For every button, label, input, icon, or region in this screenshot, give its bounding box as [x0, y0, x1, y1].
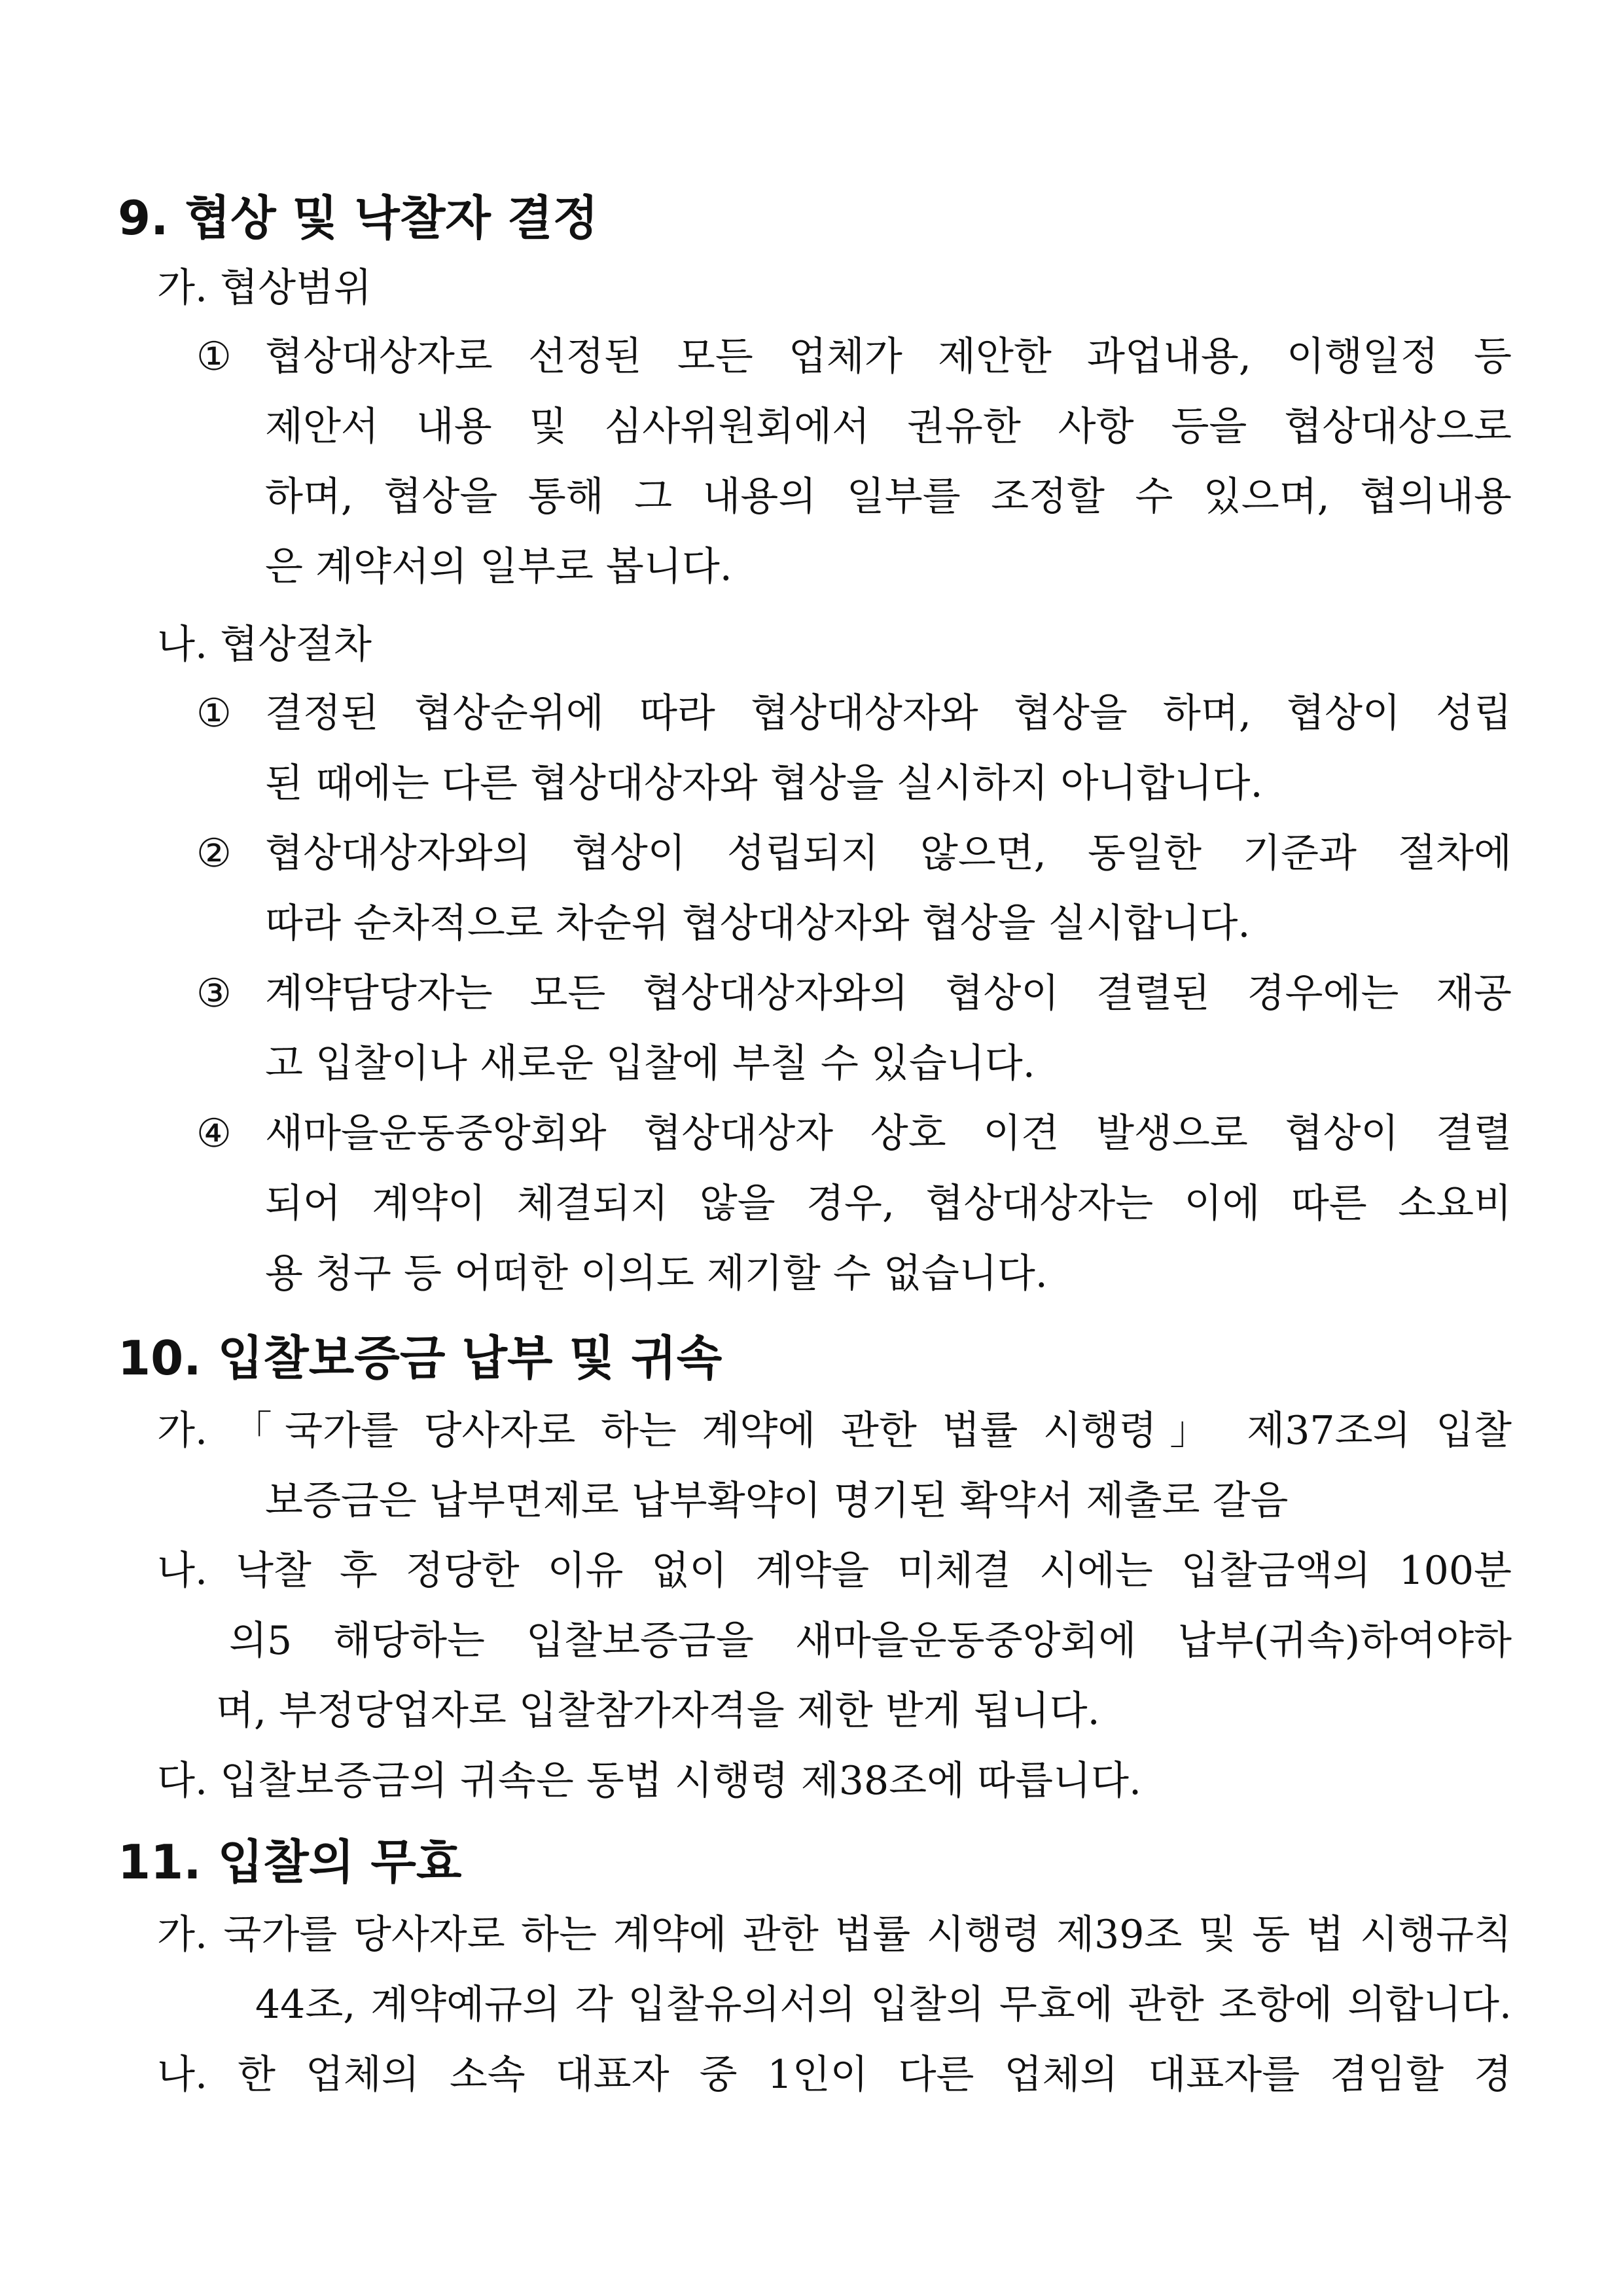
section-heading-11: 11. 입찰의 무효 — [118, 1835, 462, 1890]
paragraph-line: 고 입찰이나 새로운 입찰에 부칠 수 있습니다. — [265, 1041, 1035, 1086]
paragraph-line: 제안서 내용 및 심사위원회에서 권유한 사항 등을 협상대상으로 — [265, 404, 1512, 450]
paragraph-line: 결정된 협상순위에 따라 협상대상자와 협상을 하며, 협상이 성립 — [265, 691, 1512, 736]
paragraph-line: 협상대상자와의 협상이 성립되지 않으면, 동일한 기준과 절차에 — [265, 831, 1512, 876]
paragraph-line: 은 계약서의 일부로 봅니다. — [265, 544, 732, 590]
paragraph-line: 된 때에는 다른 협상대상자와 협상을 실시하지 아니합니다. — [265, 761, 1263, 806]
paragraph-line: 다. 입찰보증금의 귀속은 동법 시행령 제38조에 따릅니다. — [157, 1758, 1142, 1804]
paragraph-line: 의5 해당하는 입찰보증금을 새마을운동중앙회에 납부(귀속)하여야하 — [229, 1618, 1512, 1664]
subsection-title: 가. 협상범위 — [157, 265, 372, 311]
section-heading-9: 9. 협상 및 낙찰자 결정 — [118, 190, 599, 245]
paragraph-line: 새마을운동중앙회와 협상대상자 상호 이견 발생으로 협상이 결렬 — [265, 1111, 1512, 1157]
list-marker: ① — [196, 691, 232, 736]
paragraph-line: 되어 계약이 체결되지 않을 경우, 협상대상자는 이에 따른 소요비 — [265, 1181, 1512, 1227]
paragraph-line: 가. 「국가를 당사자로 하는 계약에 관한 법률 시행령」 제37조의 입찰 — [157, 1408, 1512, 1454]
paragraph-line: 보증금은 납부면제로 납부확약이 명기된 확약서 제출로 갈음 — [265, 1478, 1289, 1524]
paragraph-line: 44조, 계약예규의 각 입찰유의서의 입찰의 무효에 관한 조항에 의합니다. — [255, 1982, 1512, 2028]
paragraph-line: 협상대상자로 선정된 모든 업체가 제안한 과업내용, 이행일정 등 — [265, 334, 1512, 380]
list-marker: ④ — [196, 1111, 232, 1157]
list-marker: ① — [196, 334, 232, 380]
paragraph-line: 나. 한 업체의 소속 대표자 중 1인이 다른 업체의 대표자를 겸임할 경 — [157, 2052, 1512, 2098]
subsection-title: 나. 협상절차 — [157, 622, 372, 668]
list-marker: ② — [196, 831, 232, 876]
paragraph-line: 계약담당자는 모든 협상대상자와의 협상이 결렬된 경우에는 재공 — [265, 971, 1512, 1016]
paragraph-line: 며, 부정당업자로 입찰참가자격을 제한 받게 됩니다. — [216, 1688, 1100, 1734]
section-heading-10: 10. 입찰보증금 납부 및 귀속 — [118, 1331, 722, 1386]
list-marker: ③ — [196, 971, 232, 1016]
paragraph-line: 하며, 협상을 통해 그 내용의 일부를 조정할 수 있으며, 협의내용 — [265, 474, 1512, 520]
paragraph-line: 가. 국가를 당사자로 하는 계약에 관한 법률 시행령 제39조 및 동 법 시행규칙 — [157, 1912, 1512, 1958]
paragraph-line: 따라 순차적으로 차순위 협상대상자와 협상을 실시합니다. — [265, 901, 1251, 946]
paragraph-line: 나. 낙찰 후 정당한 이유 없이 계약을 미체결 시에는 입찰금액의 100분 — [157, 1548, 1512, 1594]
paragraph-line: 용 청구 등 어떠한 이의도 제기할 수 없습니다. — [265, 1251, 1048, 1297]
